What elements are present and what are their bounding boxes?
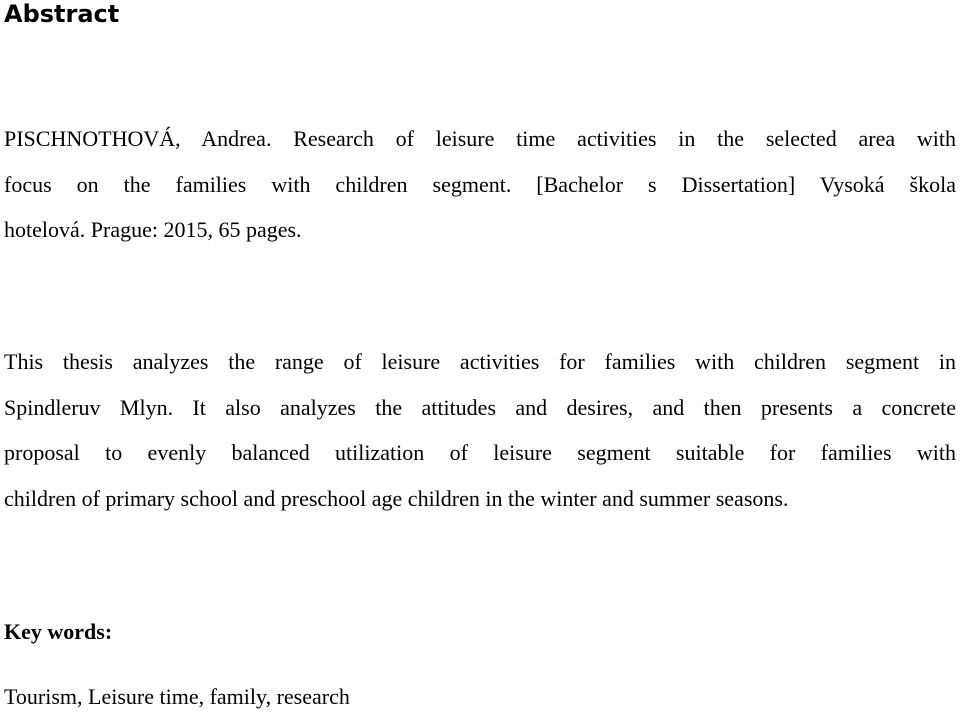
keywords-label: Key words: xyxy=(4,619,113,644)
abstract-heading: Abstract xyxy=(4,0,120,28)
citation-line: PISCHNOTHOVÁ, Andrea. Research of leisure time activities in the selected area with xyxy=(4,126,956,151)
citation-line: hotelová. Prague: 2015, 65 pages. xyxy=(4,217,302,242)
abstract-paragraph xyxy=(4,339,956,521)
abstract-line: This thesis analyzes the range of leisure activities for families with children segment in xyxy=(4,349,956,374)
abstract-line: proposal to evenly balanced utilization of leisure segment suitable for families with xyxy=(4,440,956,465)
abstract-line: Spindleruv Mlyn. It also analyzes the attitudes and desires, and then presents a concrete xyxy=(4,394,956,420)
citation-paragraph xyxy=(4,116,956,253)
abstract-line: children of primary school and preschool age children in the winter and summer seasons. xyxy=(4,485,789,511)
keywords-list: Tourism, Leisure time, family, research xyxy=(4,684,350,709)
citation-line: focus on the families with children segment. [Bachelor s Dissertation] Vysoká škola xyxy=(4,171,956,197)
